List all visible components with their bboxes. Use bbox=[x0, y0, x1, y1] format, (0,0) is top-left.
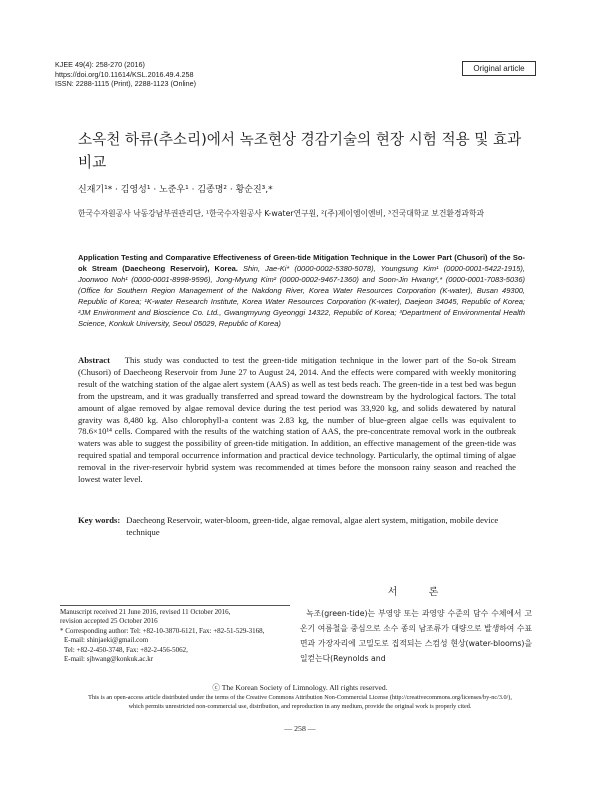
corresponding-author-2: Tel: +82-2-450-3748, Fax: +82-2-456-5062, bbox=[64, 645, 188, 654]
title-korean: 소옥천 하류(추소리)에서 녹조현상 경감기술의 현장 시험 적용 및 효과 비교 bbox=[78, 131, 522, 171]
article-type-badge: Original article bbox=[462, 61, 536, 76]
page-number: — 258 — bbox=[284, 724, 316, 733]
affiliations-korean: 한국수자원공사 낙동강남부권관리단, ¹한국수자원공사 K-water연구원, ²(주)제이엠이엔비, ³건국대학교 보건환경과학과 bbox=[78, 209, 485, 218]
english-authors-affiliations: Shin, Jae-Ki* (0000-0002-5380-5078), Youngsung Kim¹ (0000-0001-5422-1915), Joonwoo Noh¹ (0000-0001-8998-9596), Jong-Myung Kim² (0000-0002-9467-1360) and Soon-Jin Hwang³,* (0000-0001-7083-5036) (Office for Southern Region Management of the Nakdong River, Korea Water Resources Corporation (K-water), Busan 49300, Republic of Korea; ¹K-water Research Institute, Korea Water Resources Corporation (K-water), Daejeon 34045, Republic of Korea; ²JM Environment and Bioscience Co. Ltd., Gwangmyung Gyeonggi 14322, Republic of Korea; ³Department of Environmental Health Science, Konkuk University, Seoul 05029, Republic of Korea) bbox=[78, 264, 525, 328]
english-title-block bbox=[78, 252, 525, 329]
email-2: E-mail: sjhwang@konkuk.ac.kr bbox=[64, 655, 154, 664]
journal-doi[interactable]: https://doi.org/10.11614/KSL.2016.49.4.258 bbox=[55, 69, 194, 79]
intro-paragraph: 녹조(green-tide)는 부영양 또는 과영양 수준의 담수 수체에서 고온기 여름철을 중심으로 소수 종의 남조류가 대량으로 발생하여 수표면과 가장자리에 고밀도로 집적되는 스컴성 현상(water-blooms)을 일컫는다(Reynolds and bbox=[300, 609, 532, 663]
license-line-2: which permits unrestricted non-commercial use, distribution, and reproduction in any medium, provide the original work is properly cited. bbox=[128, 702, 472, 710]
abstract bbox=[78, 355, 516, 486]
keywords-text: Daecheong Reservoir, water-bloom, green-tide, algae removal, algae alert system, mitigation, mobile device technique bbox=[126, 515, 499, 537]
abstract-label: Abstract bbox=[78, 355, 110, 365]
section-title-introduction: 서 론 bbox=[387, 587, 453, 598]
authors-korean: 신재기¹* · 김영성¹ · 노준우¹ · 김종명² · 황순진³,* bbox=[78, 185, 273, 195]
journal-issn: ISSN: 2288-1115 (Print), 2288-1123 (Online) bbox=[55, 79, 197, 89]
english-title: Application Testing and Comparative Effectiveness of Green-tide Mitigation Technique in the Lower Part (Chusori) of the So-ok Stream (Daecheong Reservoir), Korea. bbox=[78, 253, 525, 273]
manuscript-accepted: revision accepted 25 October 2016 bbox=[60, 617, 158, 626]
keywords bbox=[78, 515, 516, 539]
manuscript-received: Manuscript received 21 June 2016, revised 11 October 2016, bbox=[60, 608, 231, 616]
manuscript-info bbox=[60, 608, 292, 664]
journal-header bbox=[55, 60, 196, 89]
footnote-divider bbox=[60, 605, 290, 606]
abstract-text: This study was conducted to test the green-tide mitigation technique in the lower part of the So-ok Stream (Chusori) of Daecheong Reservoir from June 27 to August 24, 2014. And the effects were compared with weekly monitoring result of the watching station of the algae alert system (AAS) as well as test beds reach. The green-tide in a test bed was begun from the upstream, and it was gradually transferred and spread toward the downstream by the hydrological factors. The total amount of algae removed by algae removal device during the test period was 33,920 kg, and solids dewatered by natural gravity was 8,480 kg. Also chlorophyll-a content was 2.83 kg, the number of blue-green algae cells was equivalent to 78.6×10¹⁴ cells. Compared with the results of the watching station of AAS, the pre-concentrate removal work in the outbreak waters was able to suggest the possibility of green-tide mitigation. In addition, an effective management of the green-tide was required spatial and temporal occurrence information and practical device technology. Particularly, the optimal timing of algae removal in the river-reservoir hybrid system was recommended at times before the monsoon rainy season and reached the lowest water level. bbox=[78, 355, 516, 485]
journal-citation: KJEE 49(4): 258-270 (2016) bbox=[55, 60, 145, 69]
copyright: ⓒ The Korean Society of Limnology. All rights reserved. bbox=[212, 683, 388, 692]
introduction-text bbox=[300, 606, 532, 666]
license-line-1: This is an open-access article distributed under the terms of the Creative Commons Attribution Non-Commercial License (http://creativecommons.org/licenses/by-nc/3.0/), bbox=[88, 694, 512, 702]
keywords-label: Key words: bbox=[78, 515, 121, 525]
corresponding-author-1: * Corresponding author: Tel: +82-10-3870-6121, Fax: +82-51-529-3168, bbox=[60, 626, 265, 635]
email-1: E-mail: shinjaeki@gmail.com bbox=[64, 636, 149, 645]
license-footer bbox=[40, 684, 560, 711]
